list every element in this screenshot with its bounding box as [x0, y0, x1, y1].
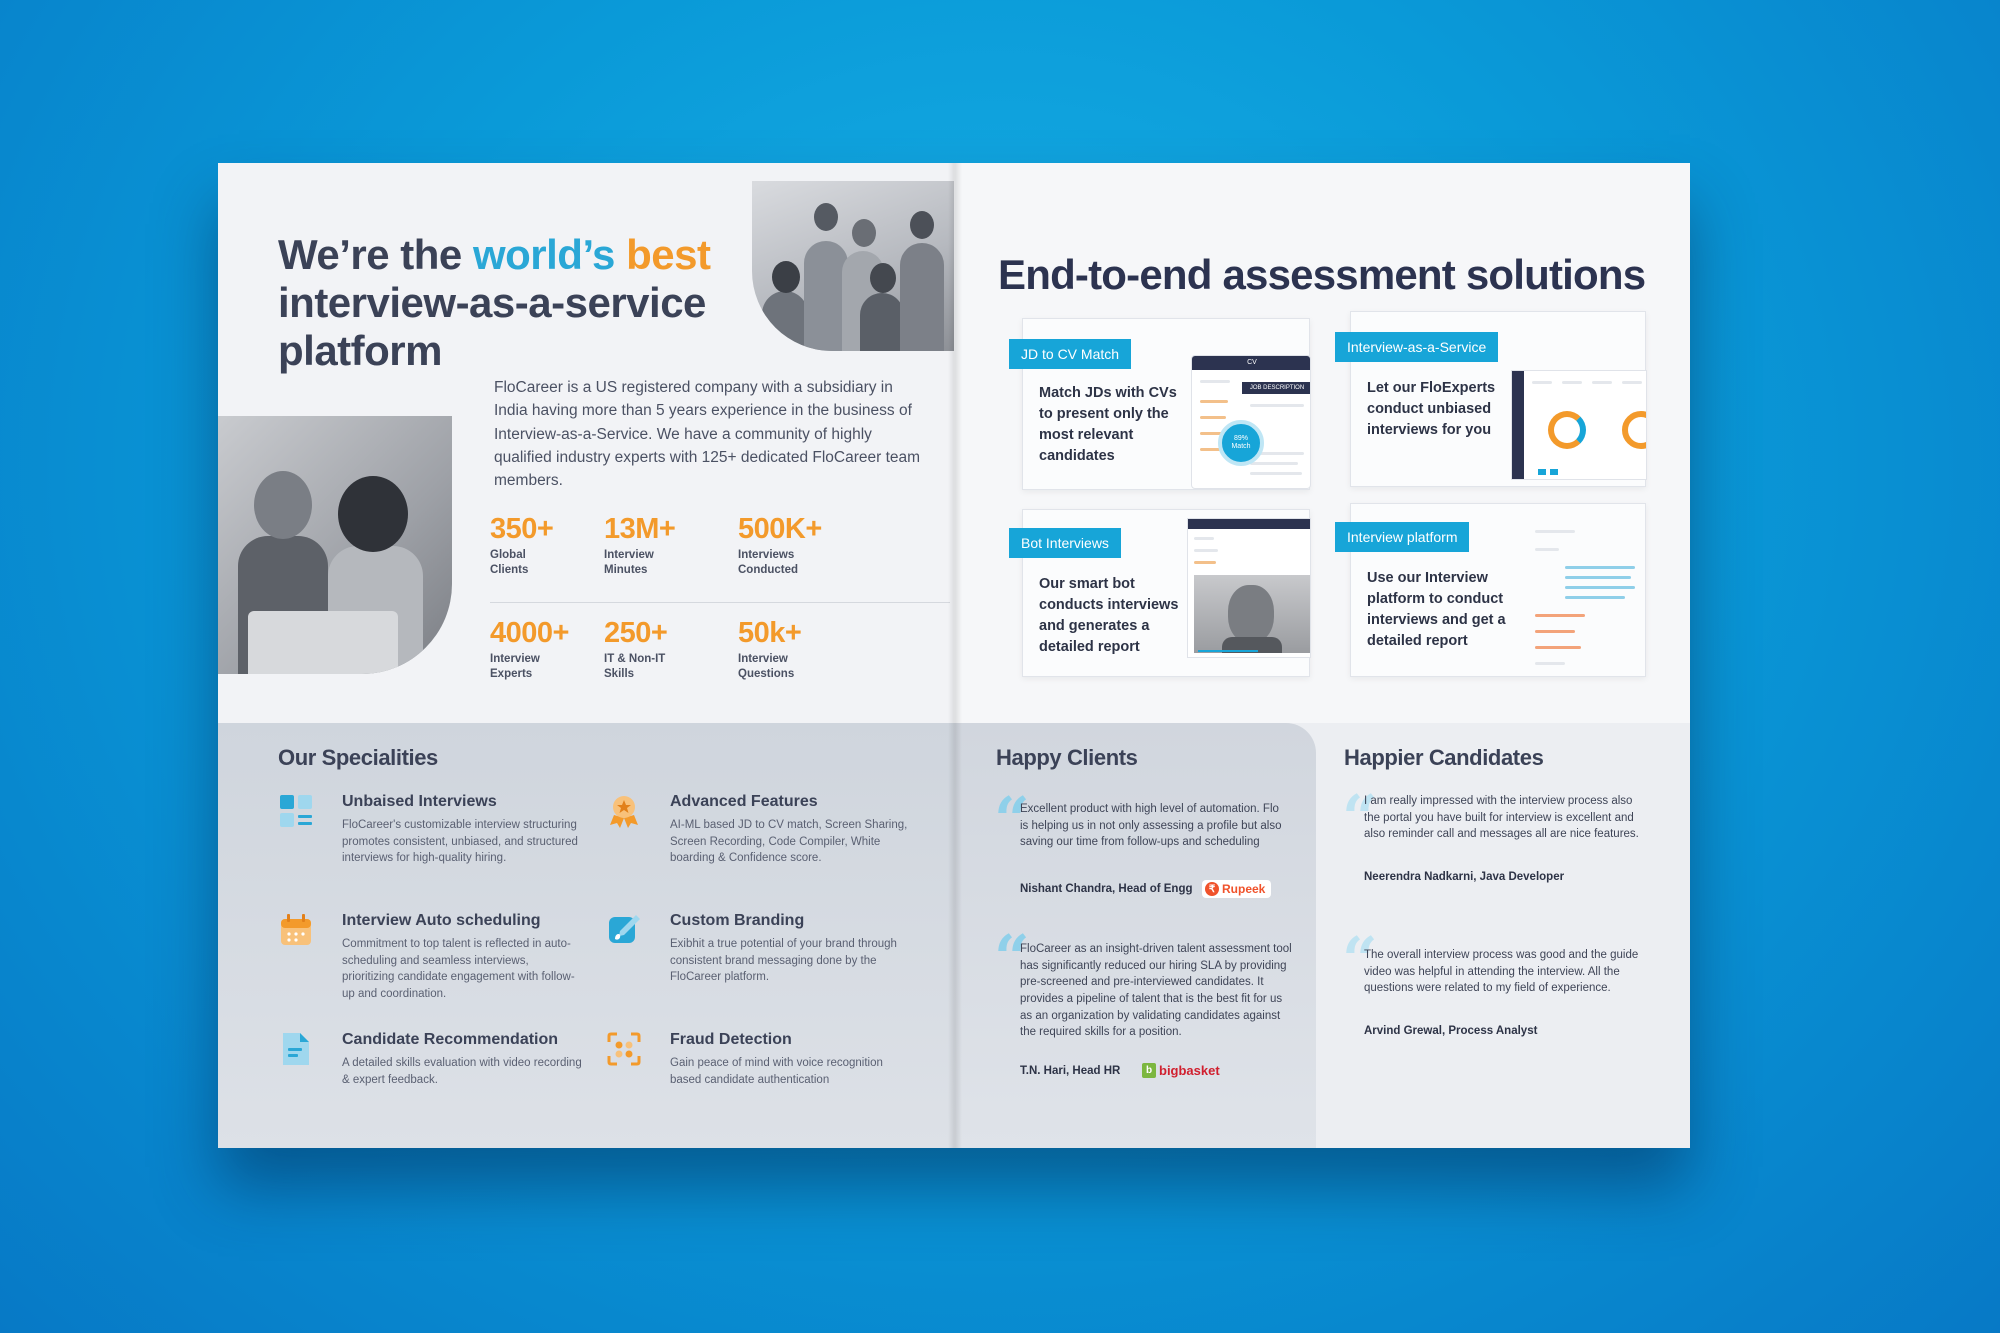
stat-skills: 250+ IT & Non-IT Skills [604, 617, 668, 680]
specialities-heading: Our Specialities [278, 745, 438, 770]
bot-interview-mockup [1187, 518, 1311, 658]
card-tag: Interview platform [1335, 522, 1469, 552]
client-quote-1: Excellent product with high level of automation. Flo is helping us in not only assessing a profile but also saving our time from follow-ups and scheduling [1020, 803, 1282, 849]
intro-paragraph: FloCareer is a US registered company with a subsidiary in India having more than 5 years experience in the business of Interview-as-a-Service. We have a community of highly qualified industry experts with 125+ dedicated FloCareer team members. [494, 379, 921, 489]
dashboard-mockup [1511, 370, 1647, 480]
award-icon [606, 793, 642, 829]
candidate-quote-1: I am really impressed with the interview process also the portal you have built for interview is excellent and also reminder call and messages all are nice features. [1364, 795, 1639, 841]
jd-cv-mockup: CV JOB DESCRIPTION 89% Match [1191, 355, 1311, 489]
grid-icon [278, 793, 314, 829]
speciality-recommendation: Candidate Recommendation A detailed skills evaluation with video recording & expert feedback. [342, 1031, 582, 1088]
candidate-author-2: Arvind Grewal, Process Analyst [1364, 1025, 1538, 1037]
stat-questions: 50k+ Interview Questions [738, 617, 802, 680]
stats-divider [490, 602, 950, 603]
solutions-title: End-to-end assessment solutions [998, 251, 1646, 298]
specialities-section [218, 723, 954, 1148]
hero-title: We’re the world’s best interview-as-a-service platform [278, 231, 711, 374]
happy-clients-heading: Happy Clients [996, 745, 1138, 770]
card-interview-as-a-service: Interview-as-a-Service Let our FloExperts conduct unbiased interviews for you [1350, 311, 1646, 487]
quote-icon: “ [1342, 781, 1378, 854]
stat-clients: 350+ Global Clients [490, 513, 554, 576]
card-jd-cv-match: JD to CV Match Match JDs with CVs to present only the most relevant candidates CV JOB DESCRIPTION 89% Match [1022, 318, 1310, 490]
client-author-2: T.N. Hari, Head HR [1020, 1065, 1121, 1077]
report-mockup [1527, 524, 1643, 674]
quote-icon: “ [1342, 923, 1378, 996]
client-quote-2: FloCareer as an insight-driven talent assessment tool has significantly reduced our hiring SLA by providing pre-screened and pre-interviewed candidates. It provides a pipeline of talent that is the best fit for us as an organization by validating candidates against the required skills for a position. [1020, 943, 1292, 1039]
speciality-branding: Custom Branding Exibhit a true potential of your brand through consistent brand messaging done by the FloCareer platform. [670, 912, 910, 986]
calendar-icon [278, 912, 314, 948]
card-interview-platform: Interview platform Use our Interview platform to conduct interviews and get a detailed report [1350, 503, 1646, 677]
bigbasket-logo: b bigbasket [1142, 1063, 1220, 1078]
people-photo [218, 416, 452, 674]
speciality-fraud: Fraud Detection Gain peace of mind with voice recognition based candidate authentication [670, 1031, 910, 1088]
client-author-1: Nishant Chandra, Head of Engg [1020, 883, 1193, 895]
brochure [218, 163, 1690, 1148]
stat-interviews: 500K+ Interviews Conducted [738, 513, 822, 576]
candidate-author-1: Neerendra Nadkarni, Java Developer [1364, 871, 1565, 883]
document-icon [278, 1031, 314, 1067]
hero-highlight-orange: best [626, 231, 711, 278]
left-page [218, 163, 954, 1148]
happier-candidates-heading: Happier Candidates [1344, 745, 1544, 770]
speciality-unbiased: Unbaised Interviews FloCareer's customizable interview structuring promotes consistent, unbiased, and structured interviews for high-quality hiring. [342, 793, 582, 867]
team-photo [752, 181, 954, 351]
scan-face-icon [606, 1031, 642, 1067]
speciality-scheduling: Interview Auto scheduling Commitment to top talent is reflected in auto-scheduling and seamless interviews, prioritizing candidate engagement with follow-up and coordination. [342, 912, 582, 1003]
match-badge: 89% Match [1218, 420, 1264, 466]
brush-icon [606, 912, 642, 948]
speciality-advanced: Advanced Features AI-ML based JD to CV match, Screen Sharing, Screen Recording, Code Compiler, White boarding & Confidence score. [670, 793, 910, 867]
happy-clients-section [954, 723, 1316, 1148]
candidate-quote-2: The overall interview process was good and the guide video was helpful in attending the interview. All the questions were related to my field of experience. [1364, 949, 1639, 995]
stat-experts: 4000+ Interview Experts [490, 617, 569, 680]
stat-minutes: 13M+ Interview Minutes [604, 513, 676, 576]
card-bot-interviews: Bot Interviews Our smart bot conducts interviews and generates a detailed report [1022, 509, 1310, 677]
right-page [954, 163, 1690, 1148]
card-tag: Bot Interviews [1009, 528, 1121, 558]
brochure-spine [948, 163, 962, 1148]
hero-highlight-blue: world’s [472, 231, 615, 278]
quote-icon: “ [994, 783, 1030, 856]
rupeek-logo: ₹ Rupeek [1202, 880, 1271, 898]
quote-icon: “ [994, 921, 1030, 994]
card-tag: JD to CV Match [1009, 339, 1131, 369]
card-tag: Interview-as-a-Service [1335, 332, 1498, 362]
